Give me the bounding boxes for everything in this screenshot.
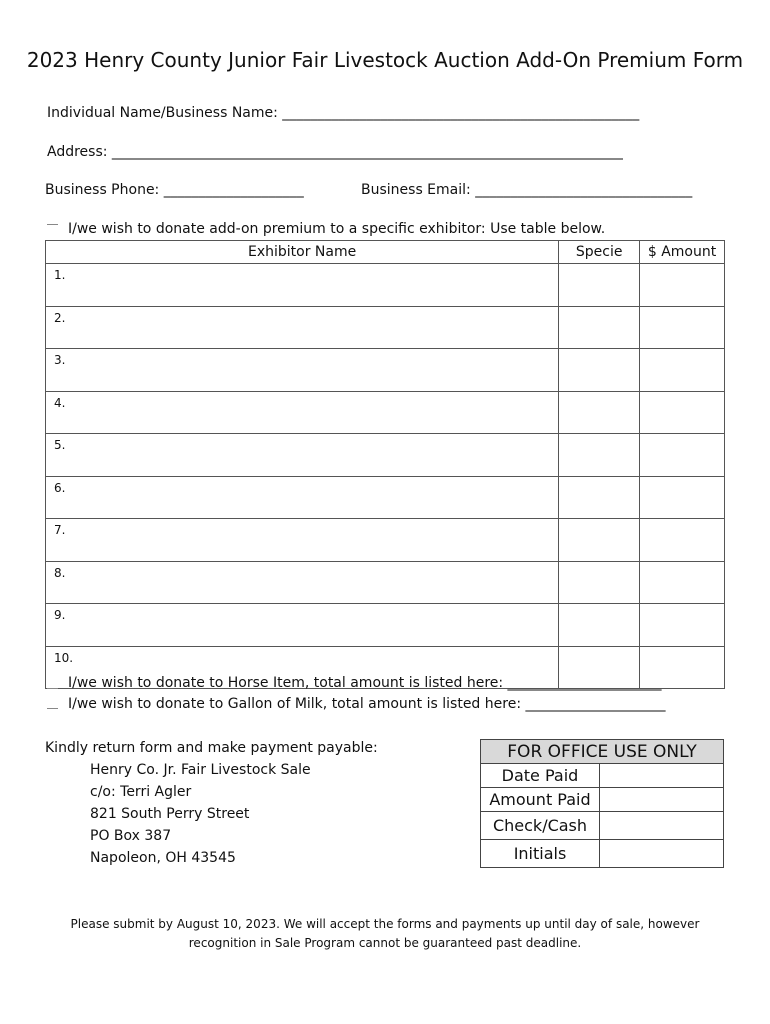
table-row [46, 264, 725, 307]
amount-cell[interactable] [640, 519, 725, 562]
footer-note-line1: Please submit by August 10, 2023. We will accept the forms and payments up until day of sale, however [70, 917, 700, 931]
footer-note-line2: recognition in Sale Program cannot be guaranteed past deadline. [188, 936, 582, 950]
specie-cell[interactable] [559, 264, 640, 307]
specie-cell[interactable] [559, 561, 640, 604]
name-field[interactable]: Individual Name/Business Name: ___________________________________________________ [47, 105, 640, 121]
office-value-check[interactable] [600, 812, 724, 840]
exhibitor-name-cell[interactable]: 9. [46, 604, 559, 647]
specie-cell[interactable] [559, 604, 640, 647]
header-amount: $ Amount [640, 241, 725, 264]
address-line: Henry Co. Jr. Fair Livestock Sale [90, 762, 311, 778]
exhibitor-name-cell[interactable]: 10. [46, 646, 559, 689]
specie-cell[interactable] [559, 476, 640, 519]
exhibitor-name-cell[interactable]: 6. [46, 476, 559, 519]
amount-cell[interactable] [640, 434, 725, 477]
address-line: 821 South Perry Street [90, 806, 250, 822]
amount-cell[interactable] [640, 391, 725, 434]
table-row [46, 519, 725, 562]
office-value-initials[interactable] [600, 840, 724, 868]
exhibitor-name-cell[interactable]: 2. [46, 306, 559, 349]
address-line: PO Box 387 [90, 828, 172, 844]
address-field[interactable]: Address: _________________________________________________________________________ [47, 144, 623, 160]
office-use-table [480, 739, 724, 868]
amount-cell[interactable] [640, 264, 725, 307]
office-header: FOR OFFICE USE ONLY [481, 740, 724, 764]
milk-option-label: I/we wish to donate to Gallon of Milk, total amount is listed here: ____________________ [68, 696, 666, 712]
form-title: 2023 Henry County Junior Fair Livestock Auction Add-On Premium Form [26, 48, 744, 72]
exhibitor-checkbox[interactable] [47, 224, 58, 225]
exhibitor-name-cell[interactable]: 4. [46, 391, 559, 434]
address-line: Napoleon, OH 43545 [90, 850, 236, 866]
phone-field[interactable]: Business Phone: ____________________ [45, 182, 304, 198]
table-row [46, 561, 725, 604]
address-line: c/o: Terri Agler [90, 784, 192, 800]
amount-cell[interactable] [640, 306, 725, 349]
amount-cell[interactable] [640, 349, 725, 392]
office-value-date[interactable] [600, 764, 724, 788]
exhibitor-table [45, 240, 725, 689]
horse-option-label: I/we wish to donate to Horse Item, total amount is listed here: ______________________ [68, 675, 662, 691]
return-intro: Kindly return form and make payment payable: [45, 740, 378, 756]
specie-cell[interactable] [559, 349, 640, 392]
exhibitor-name-cell[interactable]: 3. [46, 349, 559, 392]
table-header-row [46, 241, 725, 264]
specie-cell[interactable] [559, 391, 640, 434]
office-label-initials: Initials [481, 840, 600, 868]
specie-cell[interactable] [559, 519, 640, 562]
exhibitor-name-cell[interactable]: 1. [46, 264, 559, 307]
header-exhibitor-name: Exhibitor Name [46, 241, 559, 264]
exhibitor-name-cell[interactable]: 8. [46, 561, 559, 604]
office-label-check: Check/Cash [481, 812, 600, 840]
office-label-amount: Amount Paid [481, 788, 600, 812]
table-row [46, 306, 725, 349]
table-row [46, 604, 725, 647]
exhibitor-name-cell[interactable]: 5. [46, 434, 559, 477]
table-row [46, 476, 725, 519]
exhibitor-name-cell[interactable]: 7. [46, 519, 559, 562]
amount-cell[interactable] [640, 476, 725, 519]
horse-checkbox[interactable] [47, 688, 58, 689]
office-value-amount[interactable] [600, 788, 724, 812]
specie-cell[interactable] [559, 306, 640, 349]
amount-cell[interactable] [640, 561, 725, 604]
office-label-date: Date Paid [481, 764, 600, 788]
specie-cell[interactable] [559, 434, 640, 477]
email-field[interactable]: Business Email: _______________________________ [361, 182, 693, 198]
milk-checkbox[interactable] [47, 708, 58, 709]
table-row [46, 349, 725, 392]
header-specie: Specie [559, 241, 640, 264]
exhibitor-option-label: I/we wish to donate add-on premium to a specific exhibitor: Use table below. [68, 221, 606, 237]
table-row [46, 391, 725, 434]
table-row [46, 434, 725, 477]
amount-cell[interactable] [640, 604, 725, 647]
